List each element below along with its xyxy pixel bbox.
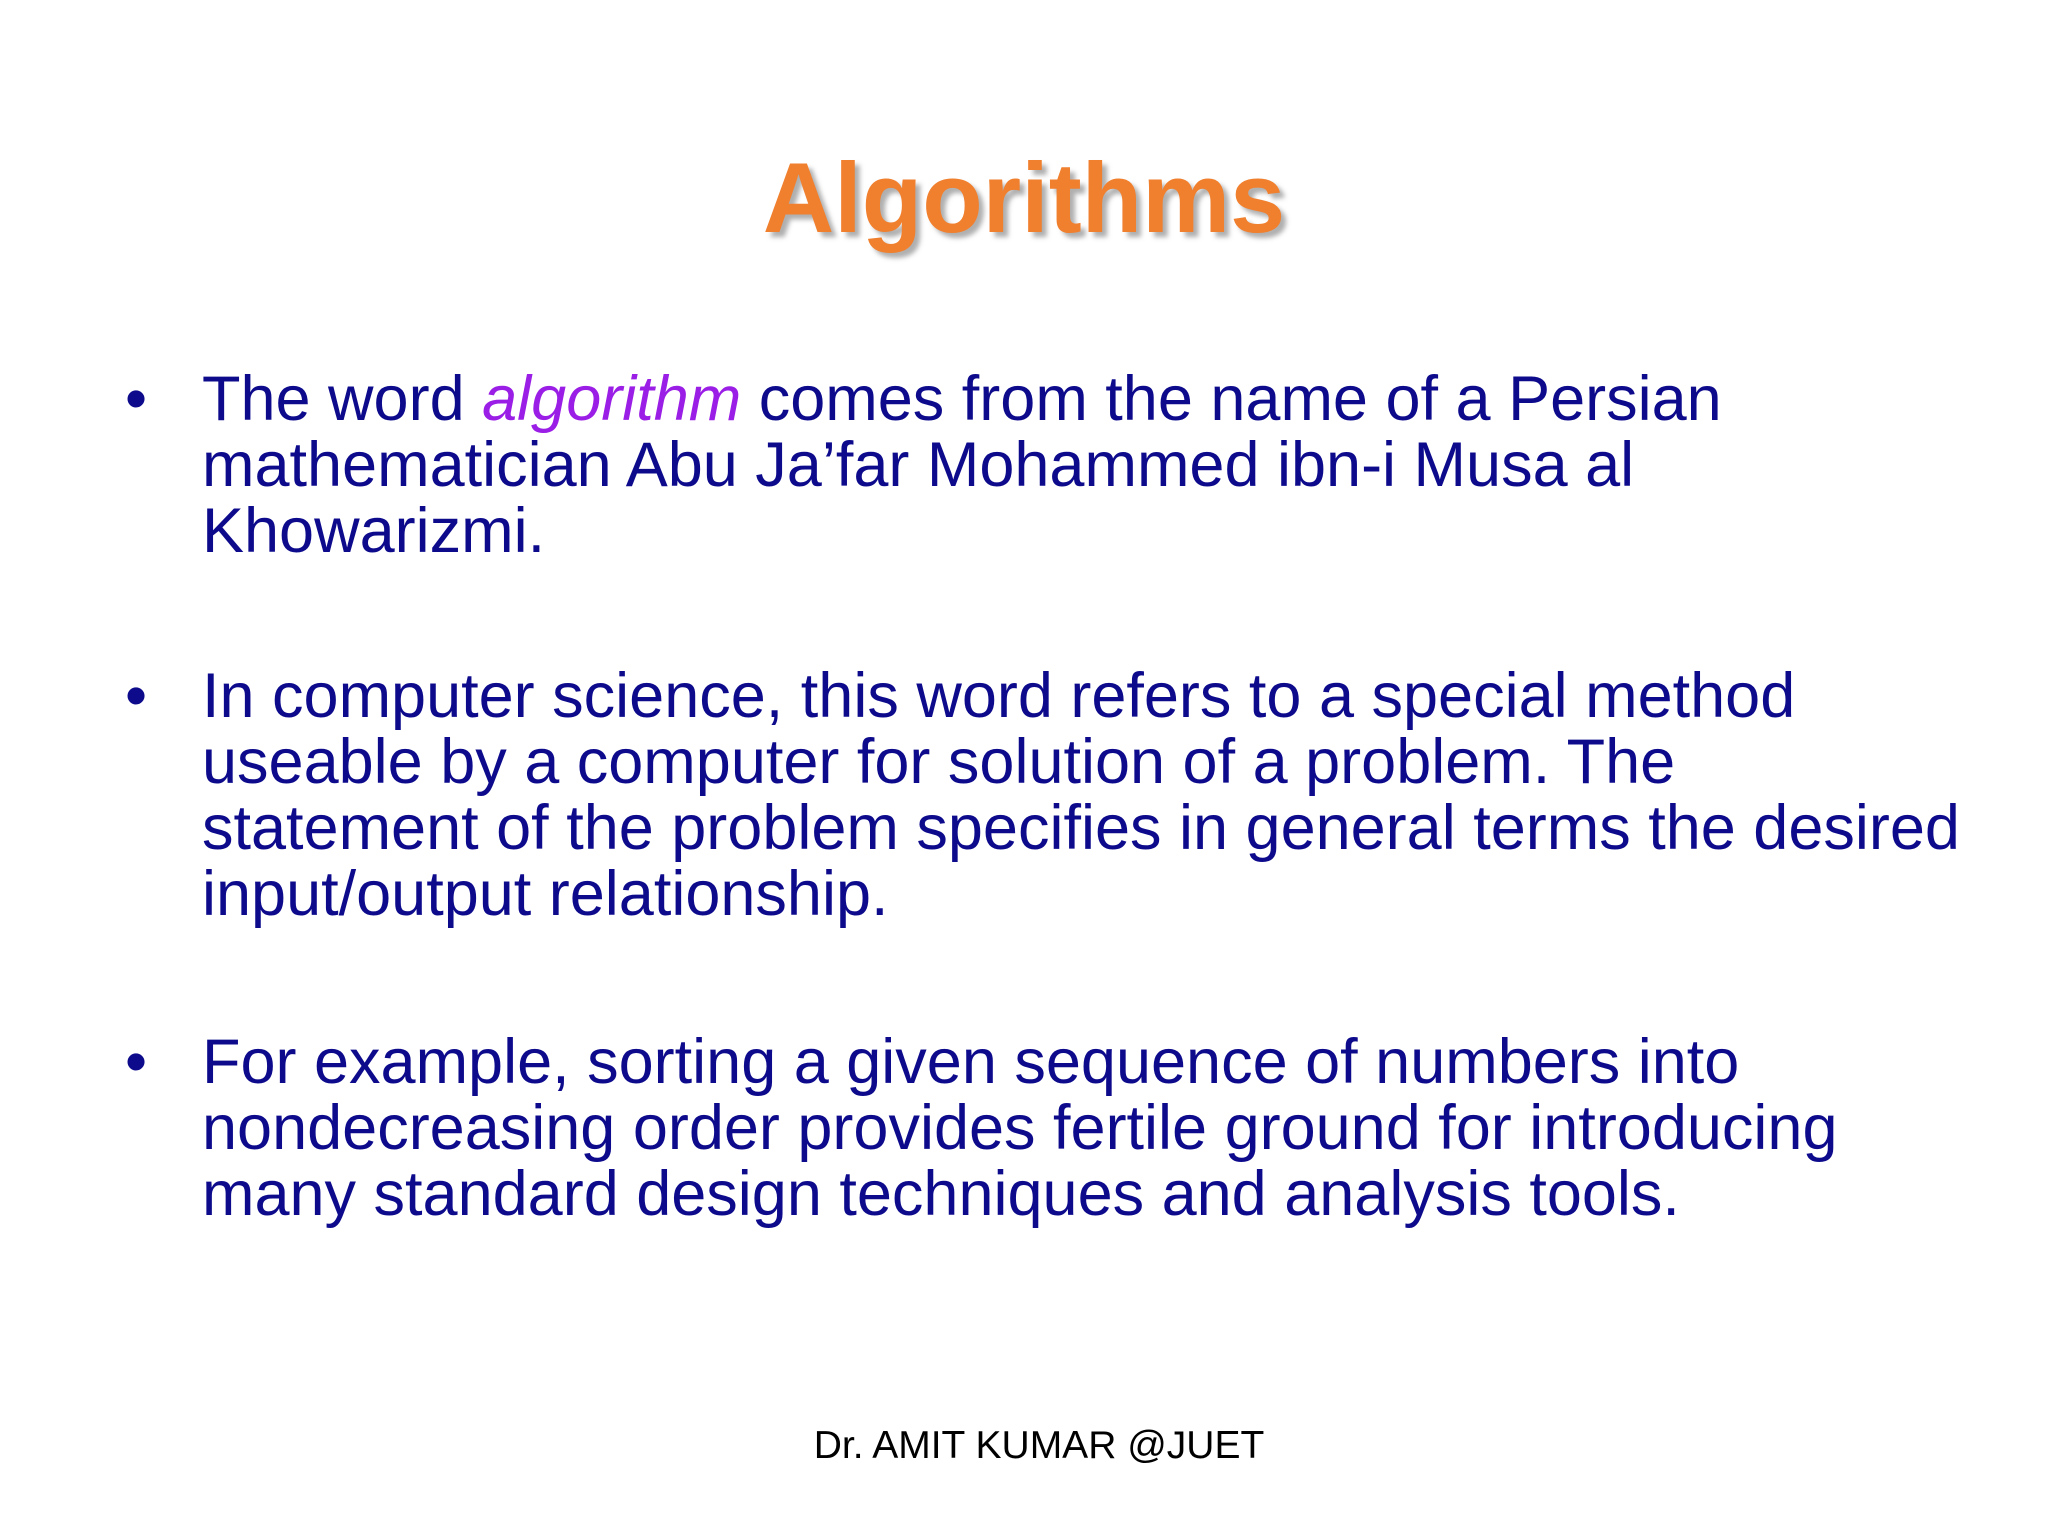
bullet-item-1 (125, 364, 1962, 566)
bullet-3-text: For example, sorting a given sequence of numbers into nondecreasing order provides fertile ground for introducing many standard design techniques and analysis tools. (202, 1027, 1838, 1229)
bullet-1-emphasis: algorithm (482, 364, 742, 434)
bullet-1-text-end: comes from the name of a Persian mathematician Abu Ja’far Mohammed ibn-i Musa al Khowarizmi. (202, 364, 1722, 566)
bullet-icon: • (125, 1027, 148, 1097)
slide-title: Algorithms (762, 142, 1286, 253)
bullet-2-text: In computer science, this word refers to a special method useable by a computer for solution of a problem. The statement of the problem specifies in general terms the desired input/output relationship. (202, 661, 1960, 929)
bullet-item-2 (125, 661, 1962, 929)
bullet-item-3 (125, 1027, 1962, 1229)
bullet-1-text-start: The word (202, 364, 483, 434)
bullet-icon: • (125, 661, 148, 731)
slide-footer: Dr. AMIT KUMAR @JUET (813, 1424, 1265, 1467)
bullet-icon: • (125, 364, 148, 434)
